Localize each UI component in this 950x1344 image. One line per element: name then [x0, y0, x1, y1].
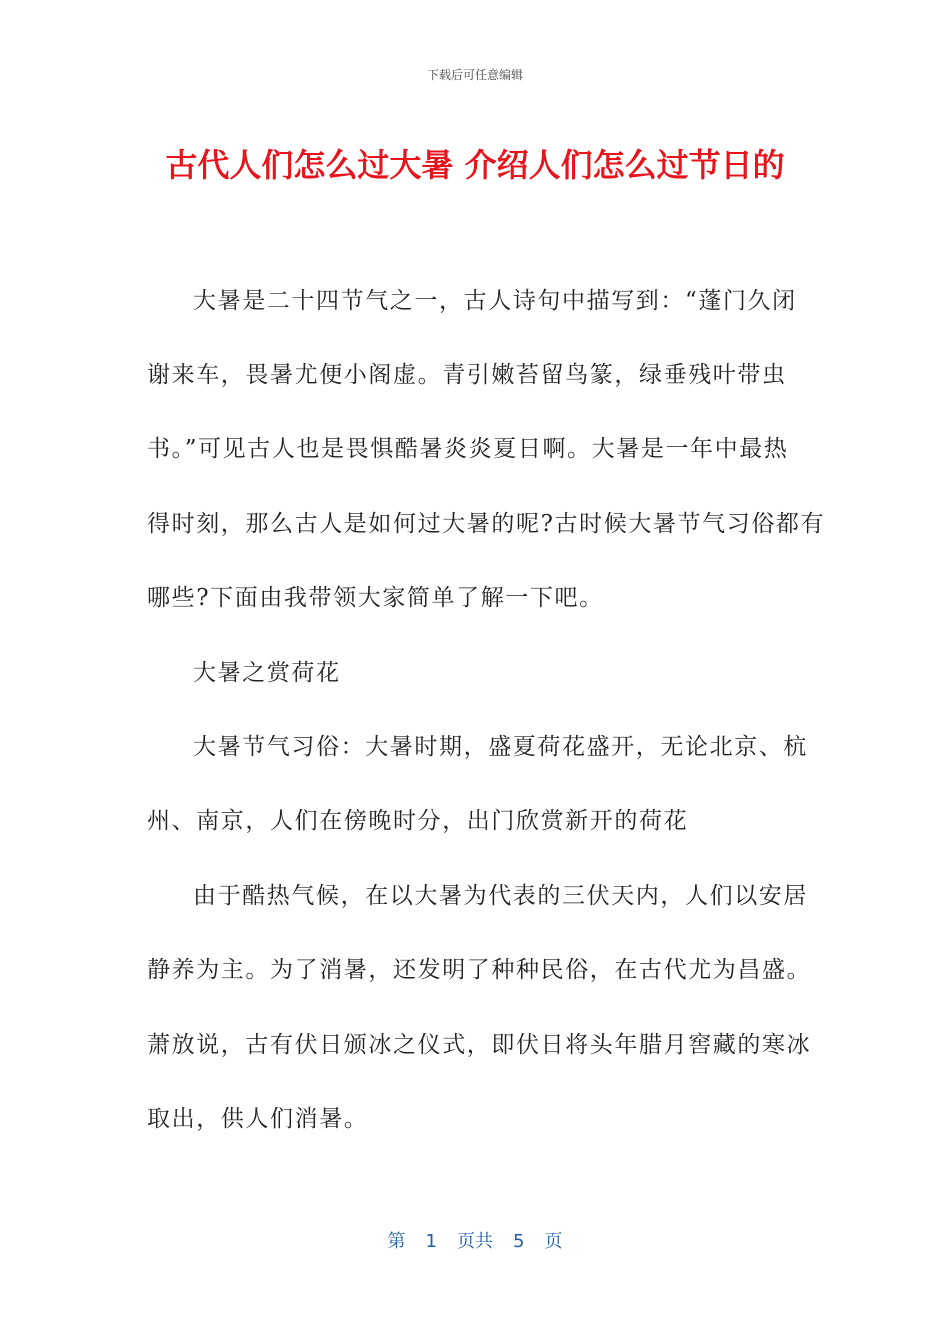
page-footer [0, 1227, 950, 1253]
footer-prefix: 第 [387, 1231, 406, 1252]
paragraph-line: 萧放说，古有伏日颁冰之仪式，即伏日将头年腊月窖藏的寒冰 [147, 1032, 812, 1058]
footer-middle: 页共 [457, 1231, 493, 1252]
paragraph-line: 静养为主。为了消暑，还发明了种种民俗，在古代尤为昌盛。 [147, 957, 812, 983]
paragraph-line: 大暑是二十四节气之一，古人诗句中描写到：“蓬门久闭 [193, 288, 797, 314]
paragraph-line: 哪些?下面由我带领大家简单了解一下吧。 [147, 585, 604, 611]
paragraph-line: 得时刻，那么古人是如何过大暑的呢?古时候大暑节气习俗都有 [147, 511, 826, 537]
paragraph-line: 州、南京，人们在傍晚时分，出门欣赏新开的荷花 [147, 808, 689, 834]
paragraph-line: 由于酷热气候，在以大暑为代表的三伏天内，人们以安居 [193, 883, 808, 909]
footer-total-pages: 5 [513, 1231, 525, 1252]
paragraph-line: 谢来车，畏暑尤便小阁虚。青引嫩苔留鸟篆，绿垂残叶带虫 [147, 362, 787, 388]
section-heading: 大暑之赏荷花 [193, 660, 341, 686]
footer-page-number: 1 [425, 1231, 437, 1252]
header-note: 下载后可任意编辑 [426, 68, 523, 82]
paragraph-line: 书。”可见古人也是畏惧酷暑炎炎夏日啊。大暑是一年中最热 [147, 436, 789, 462]
paragraph-line: 取出，供人们消暑。 [147, 1106, 369, 1132]
footer-suffix: 页 [544, 1231, 563, 1252]
paragraph-line: 大暑节气习俗：大暑时期，盛夏荷花盛开，无论北京、杭 [193, 734, 808, 760]
page-title: 古代人们怎么过大暑 介绍人们怎么过节日的 [165, 146, 785, 184]
